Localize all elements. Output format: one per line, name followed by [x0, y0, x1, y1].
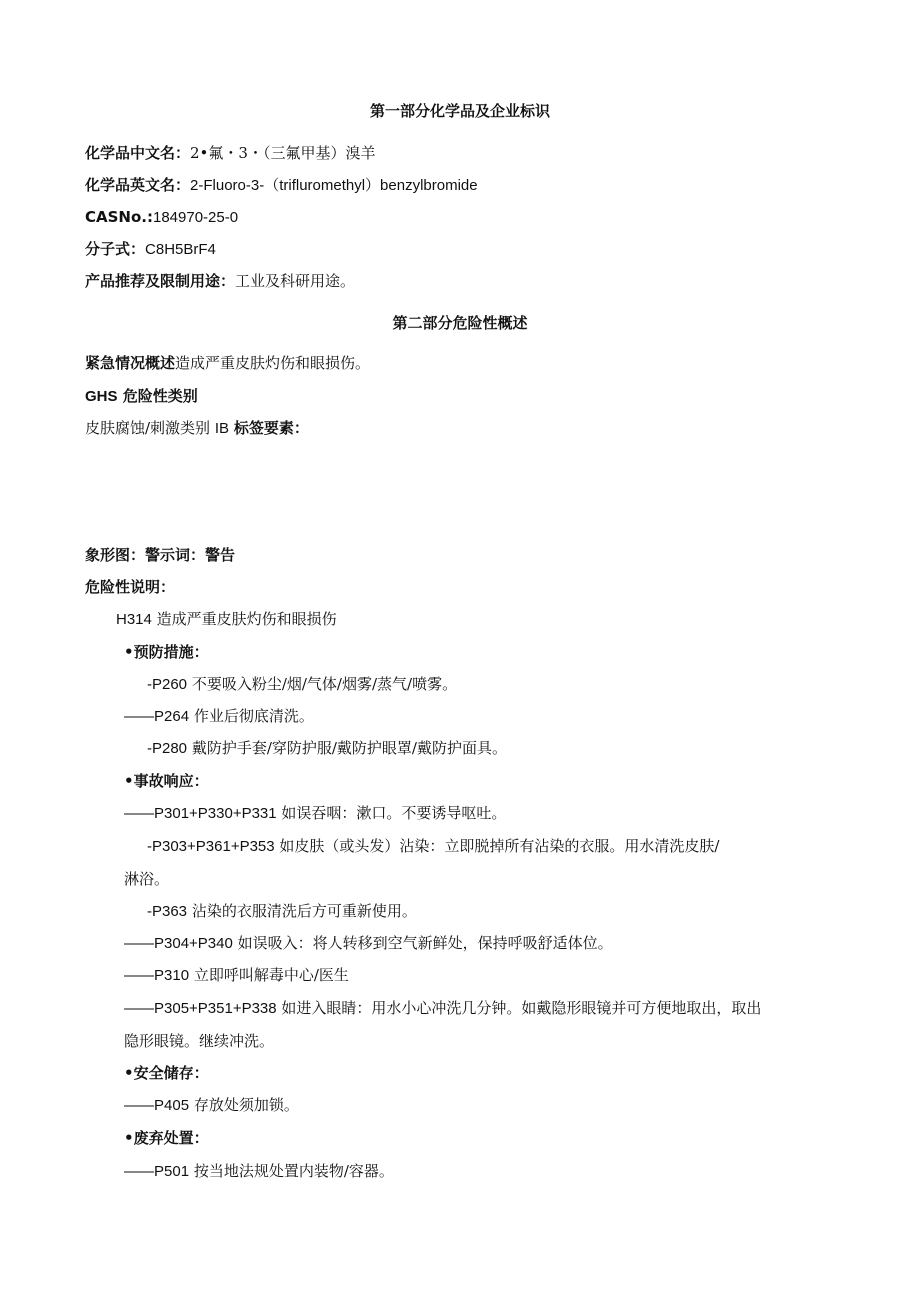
formula-label: 分子式： [85, 240, 146, 258]
p303-row [147, 836, 719, 857]
p260-text: 不要吸入粉尘/烟/气体/烟雾/蒸气/喷雾。 [191, 675, 458, 693]
h314-row [116, 609, 337, 630]
use-value: 工业及科研用途。 [235, 272, 356, 290]
chinese-name-label: 化学品中文名： [85, 144, 191, 162]
cas-row [85, 207, 238, 228]
p280-text: 戴防护手套/穿防护服/戴防护眼罩/戴防护面具。 [191, 739, 507, 757]
p304-code: ——P304+P340 [124, 935, 233, 952]
prevention-label: •预防措施： [124, 643, 209, 661]
category-row [85, 418, 309, 439]
label-elements-label: 标签要素： [233, 419, 309, 437]
p405-row [124, 1095, 299, 1116]
pictogram-label: 象形图： [85, 546, 146, 564]
english-name-label: 化学品英文名： [85, 176, 191, 194]
category-value: 皮肤腐蚀/刺激类别 [85, 419, 211, 437]
p405-text: 存放处须加锁。 [193, 1096, 299, 1114]
section-1-heading: 第一部分化学品及企业标识 [369, 102, 550, 120]
p310-text: 立即呼叫解毒中心/医生 [193, 966, 349, 984]
h314-text: 造成严重皮肤灼伤和眼损伤 [156, 610, 337, 628]
p264-text: 作业后彻底清洗。 [193, 707, 314, 725]
response-label: •事故响应： [124, 772, 209, 790]
p501-code: ——P501 [124, 1163, 190, 1180]
ghs-prefix: GHS [85, 388, 118, 405]
p260-row [147, 674, 457, 695]
cas-label: CASNo.: [85, 208, 153, 226]
hazard-statement-label: 危险性说明： [85, 578, 176, 596]
p501-text: 按当地法规处置内装物/容器。 [193, 1162, 394, 1180]
p303-continuation: 淋浴。 [124, 870, 170, 888]
p363-text: 沾染的衣服清洗后方可重新使用。 [191, 902, 417, 920]
p264-row [124, 706, 314, 727]
p305-code: ——P305+P351+P338 [124, 1000, 277, 1017]
category-code: IB [214, 420, 230, 437]
p264-code: ——P264 [124, 708, 190, 725]
storage-label: •安全储存： [124, 1064, 209, 1082]
emergency-row [85, 353, 370, 373]
p260-code: -P260 [147, 676, 188, 693]
p363-row [147, 901, 417, 922]
p301-code: ——P301+P330+P331 [124, 805, 277, 822]
ghs-category-heading [85, 386, 198, 407]
pictogram-row [85, 545, 235, 565]
p301-text: 如误吞咽：漱口。不要诱导呕吐。 [281, 804, 507, 822]
p301-row [124, 803, 506, 824]
p303-text: 如皮肤（或头发）沾染：立即脱掉所有沾染的衣服。用水清洗皮肤/ [279, 837, 720, 855]
use-row [85, 271, 355, 291]
section-2-heading: 第二部分危险性概述 [392, 314, 528, 332]
h314-code: H314 [116, 611, 152, 628]
p501-row [124, 1161, 394, 1182]
p363-code: -P363 [147, 903, 188, 920]
chinese-name-row [85, 143, 375, 163]
formula-value: C8H5BrF4 [145, 241, 216, 258]
emergency-value: 造成严重皮肤灼伤和眼损伤。 [175, 354, 371, 372]
disposal-label: •废弃处置： [124, 1129, 209, 1147]
english-name-row [85, 175, 478, 196]
p304-row [124, 933, 613, 954]
p305-row [124, 998, 761, 1019]
cas-value: 184970-25-0 [152, 209, 239, 226]
chinese-name-value: 2•氟・3・（三氟甲基）溴羊 [190, 144, 376, 162]
p310-code: ——P310 [124, 967, 190, 984]
p304-text: 如误吸入：将人转移到空气新鲜处，保持呼吸舒适体位。 [237, 934, 613, 952]
p280-code: -P280 [147, 740, 188, 757]
p280-row [147, 738, 507, 759]
english-name-value: 2-Fluoro-3-（trifluromethyl）benzylbromide [190, 177, 478, 194]
formula-row [85, 239, 216, 260]
p405-code: ——P405 [124, 1097, 190, 1114]
p305-text: 如进入眼睛：用水小心冲洗几分钟。如戴隐形眼镜并可方便地取出，取出 [281, 999, 762, 1017]
signal-word-value: 警告 [205, 546, 236, 564]
p305-continuation: 隐形眼镜。继续冲洗。 [124, 1032, 275, 1050]
ghs-label: 危险性类别 [122, 387, 198, 405]
p303-code: -P303+P361+P353 [147, 838, 275, 855]
p310-row [124, 965, 349, 986]
use-label: 产品推荐及限制用途： [85, 272, 236, 290]
signal-word-label: 警示词： [145, 546, 206, 564]
emergency-label: 紧急情况概述 [85, 354, 176, 372]
